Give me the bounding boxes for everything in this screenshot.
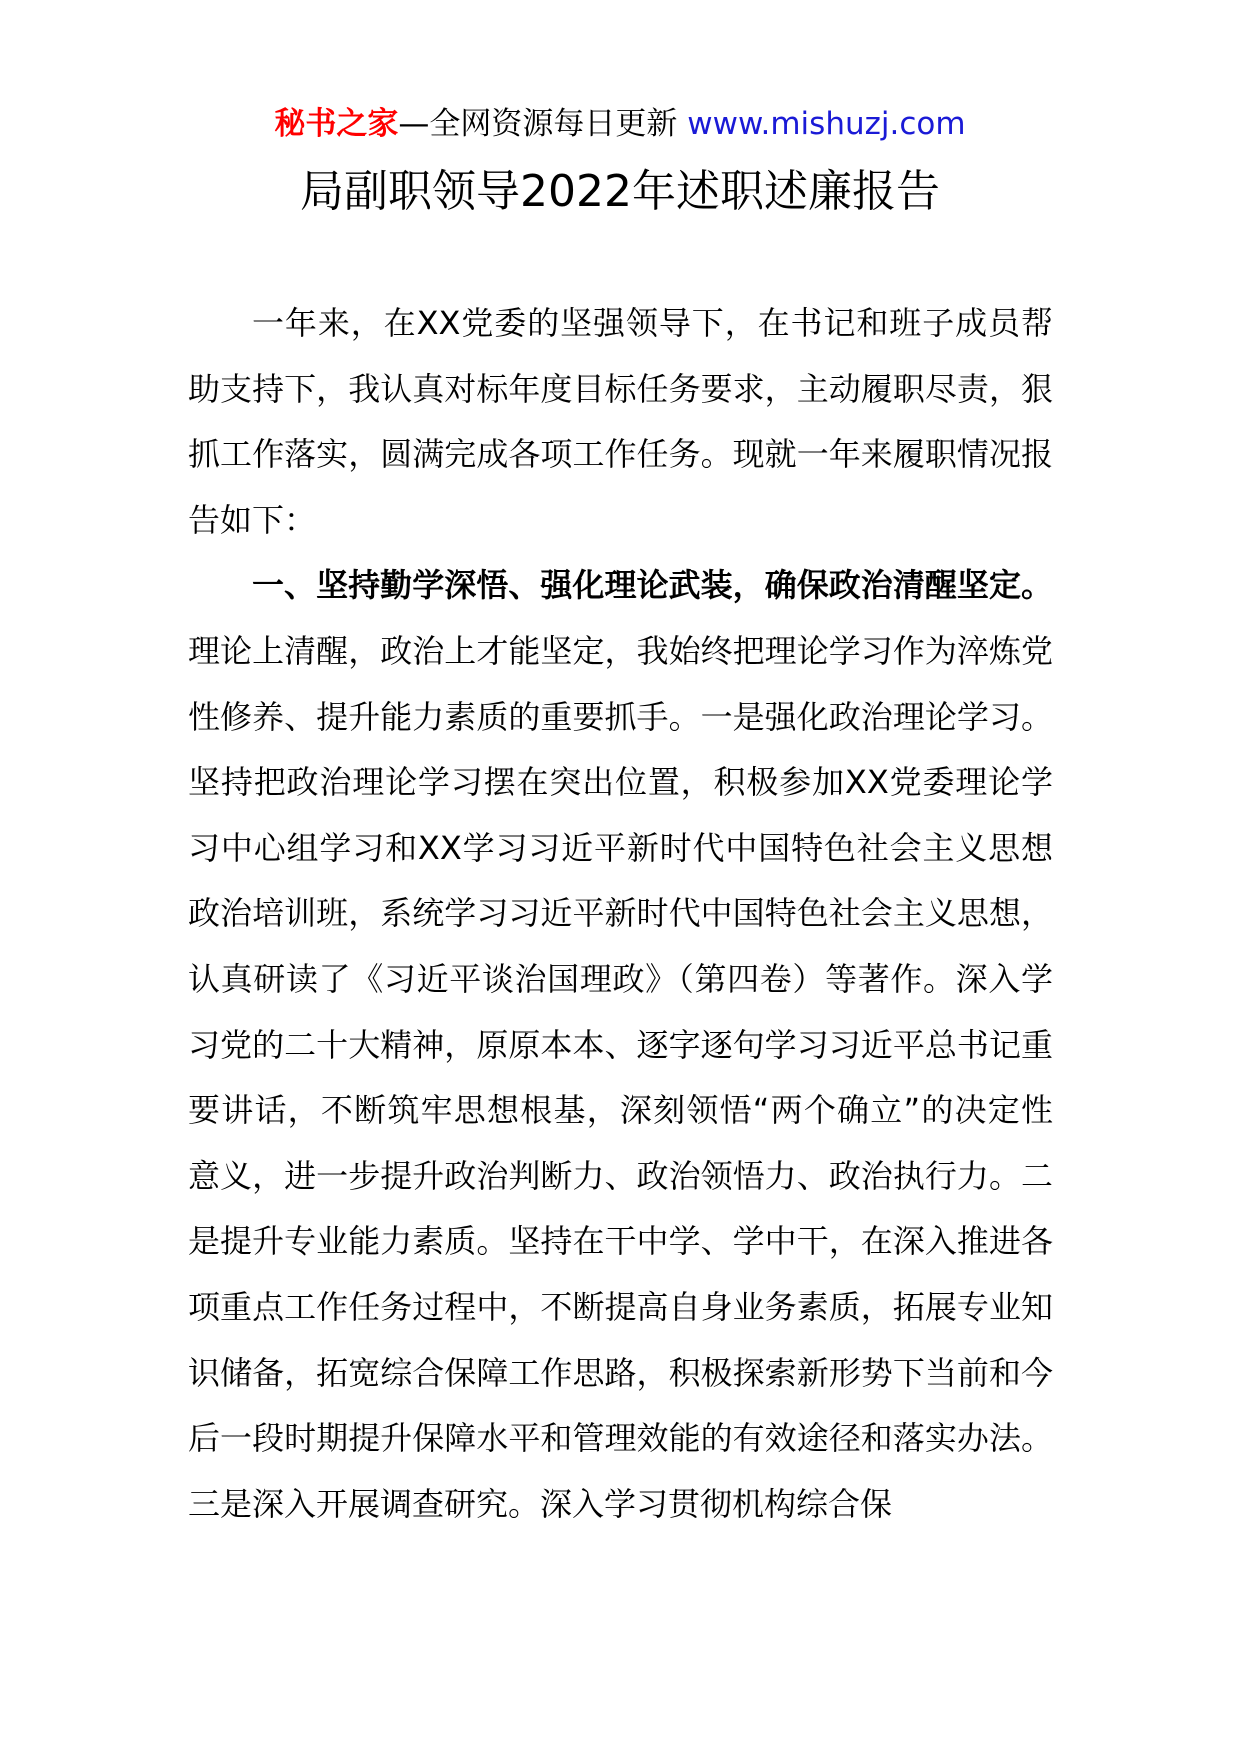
section-one-heading: 一、坚持勤学深悟、强化理论武装，确保政治清醒坚定。 — [252, 566, 1053, 605]
section-one-text: 理论上清醒，政治上才能坚定，我始终把理论学习作为淬炼党性修养、提升能力素质的重要抓手。一是强化政治理论学习。坚持把政治理论学习摆在突出位置，积极参加XX党委理论学习中心组学习和XX学习习近平新时代中国特色社会主义思想政治培训班，系统学习习近平新时代中国特色社会主义思想，认真研读了《习近平谈治国理政》（第四卷）等著作。深入学习党的二十大精神，原原本本、逐字逐句学习习近平总书记重要讲话，不断筑牢思想根基，深刻领悟“两个确立”的决定性意义，进一步提升政治判断力、政治领悟力、政治执行力。二是提升专业能力素质。坚持在干中学、学中干，在深入推进各项重点工作任务过程中，不断提高自身业务素质，拓展专业知识储备，拓宽综合保障工作思路，积极探索新形势下当前和今后一段时期提升保障水平和管理效能的有效途径和落实办法。三是深入开展调查研究。深入学习贯彻机构综合保 — [188, 631, 1053, 1523]
paragraph-intro-text: 一年来，在XX党委的坚强领导下，在书记和班子成员帮助支持下，我认真对标年度目标任务要求，主动履职尽责，狠抓工作落实，圆满完成各项工作任务。现就一年来履职情况报告如下： — [188, 304, 1053, 539]
paragraph-intro — [188, 291, 1053, 553]
document-title: 局副职领导2022年述职述廉报告 — [300, 166, 940, 217]
brand-name: 秘书之家 — [274, 106, 399, 142]
document-body — [188, 291, 1053, 1537]
header-banner — [0, 100, 1240, 148]
site-url-link[interactable]: www.mishuzj.com — [687, 106, 966, 142]
header-slogan: —全网资源每日更新 — [398, 106, 678, 142]
paragraph-section-one — [188, 553, 1053, 1537]
